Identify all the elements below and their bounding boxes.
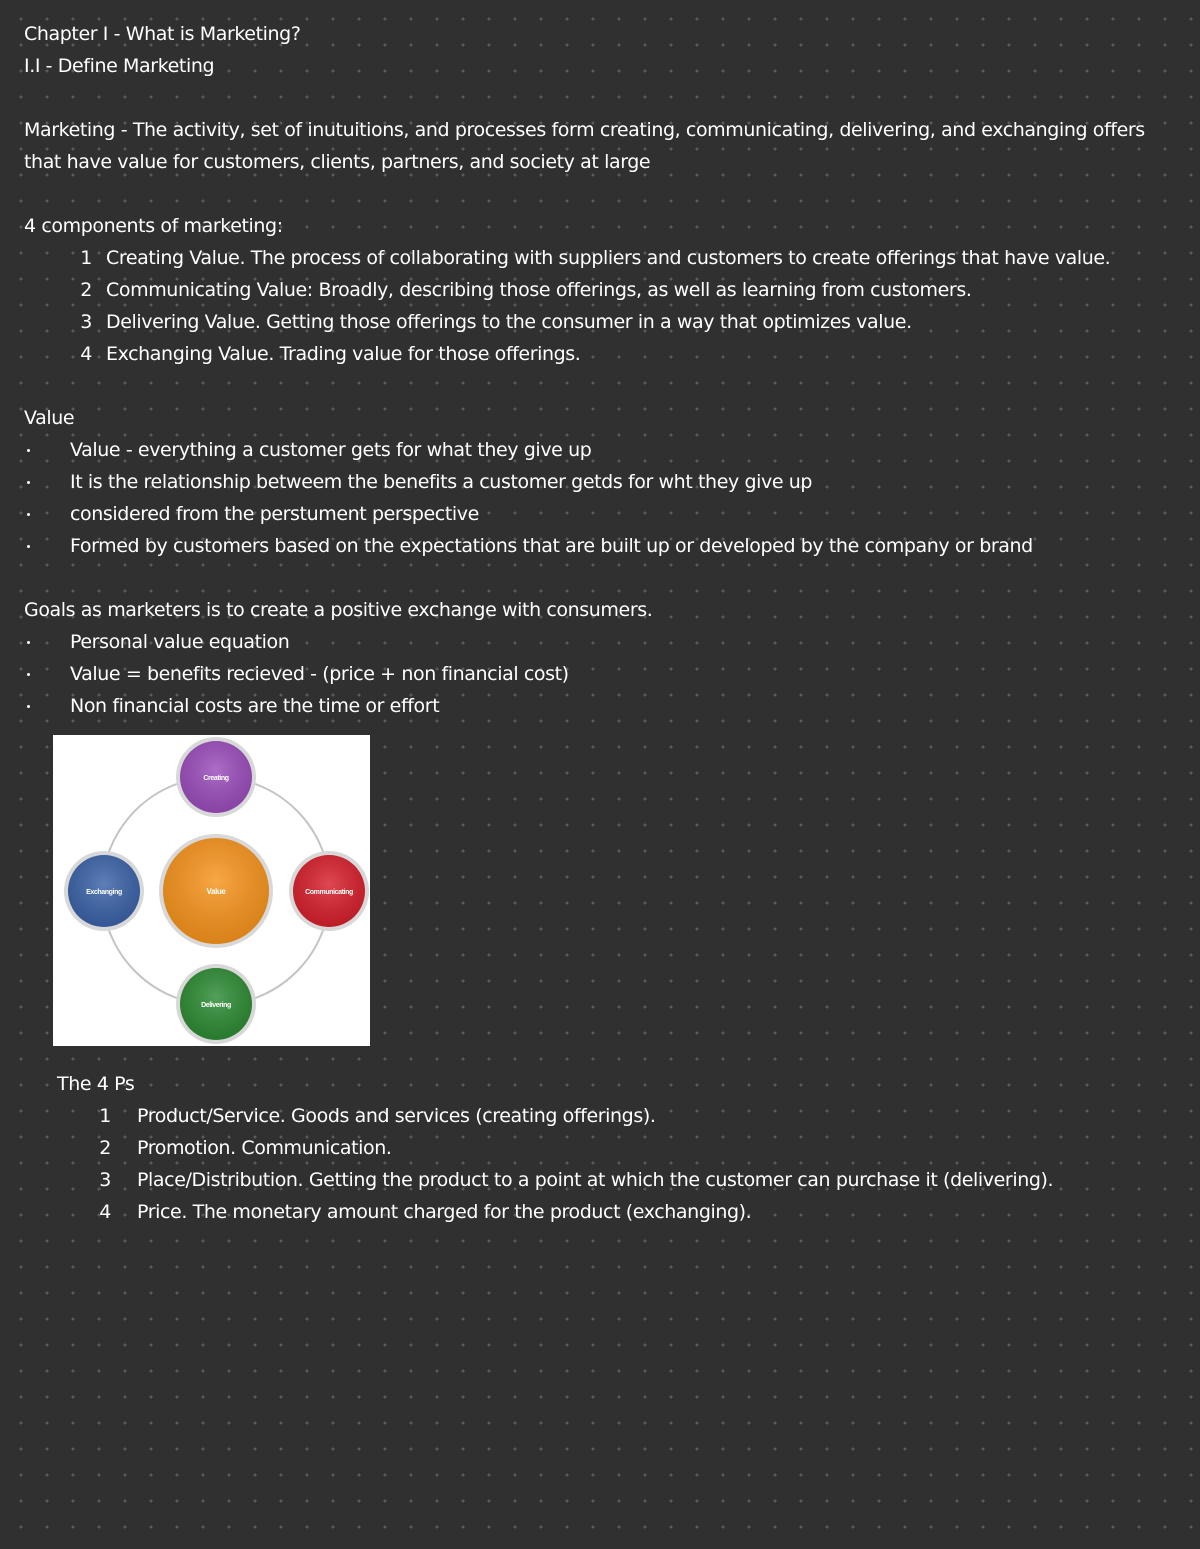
goals-list (24, 626, 1174, 722)
list-text: Communicating Value: Broadly, describing those offerings, as well as learning from customers. (106, 279, 972, 301)
list-item (24, 530, 1174, 562)
list-text: Price. The monetary amount charged for the product (exchanging). (137, 1201, 752, 1223)
list-text: Personal value equation (70, 631, 290, 653)
chapter-title: Chapter I - What is Marketing? (24, 23, 301, 45)
list-number: 1 (80, 247, 92, 269)
blank-line (24, 82, 1174, 114)
center-node (159, 834, 273, 948)
list-text: Product/Service. Goods and services (creating offerings). (137, 1105, 656, 1127)
list-item (24, 434, 1174, 466)
list-text: Creating Value. The process of collaborating with suppliers and customers to create offerings that have value. (106, 247, 1111, 269)
right-node (289, 851, 369, 931)
list-item (24, 242, 1174, 274)
diagram-svg (53, 735, 370, 1046)
left-node-label: Exchanging (86, 889, 122, 896)
four-ps-heading: The 4 Ps (57, 1073, 135, 1095)
bullet-icon (24, 690, 70, 722)
value-heading: Value (24, 407, 75, 429)
list-number: 2 (80, 279, 92, 301)
bottom-node (176, 964, 256, 1044)
list-item (57, 1164, 1053, 1196)
blank-line (24, 562, 1174, 594)
list-number: 4 (99, 1201, 111, 1223)
list-number: 4 (80, 343, 92, 365)
bullet-icon (24, 498, 70, 530)
list-text: Delivering Value. Getting those offerings to the consumer in a way that optimizes value. (106, 311, 912, 333)
bullet-icon (24, 658, 70, 690)
value-cycle-diagram (53, 735, 370, 1046)
four-ps-list (57, 1100, 1053, 1228)
list-item (24, 690, 1174, 722)
list-text: considered from the perstument perspective (70, 503, 479, 525)
bullet-icon (24, 530, 70, 562)
blank-line (24, 178, 1174, 210)
bottom-node-label: Delivering (201, 1002, 231, 1009)
list-text: Place/Distribution. Getting the product to a point at which the customer can purchase it (delivering). (137, 1169, 1054, 1191)
components-heading: 4 components of marketing: (24, 215, 283, 237)
blank-line (24, 370, 1174, 402)
top-node-label: Creating (203, 775, 229, 782)
top-node (176, 737, 256, 817)
goals-heading: Goals as marketers is to create a positive exchange with consumers. (24, 599, 653, 621)
left-node (64, 851, 144, 931)
list-number: 3 (80, 311, 92, 333)
center-node-label: Value (206, 887, 226, 896)
list-number: 3 (99, 1169, 111, 1191)
bullet-icon (24, 626, 70, 658)
list-item (24, 498, 1174, 530)
list-text: Value - everything a customer gets for what they give up (70, 439, 592, 461)
list-item (24, 338, 1174, 370)
list-item (57, 1132, 1053, 1164)
list-item (24, 274, 1174, 306)
list-item (24, 626, 1174, 658)
value-list (24, 434, 1174, 562)
list-text: Promotion. Communication. (137, 1137, 392, 1159)
list-item (24, 306, 1174, 338)
list-text: Value = benefits recieved - (price + non financial cost) (70, 663, 569, 685)
list-text: It is the relationship betweem the benefits a customer getds for wht they give up (70, 471, 813, 493)
list-number: 1 (99, 1105, 111, 1127)
list-item (24, 466, 1174, 498)
right-node-label: Communicating (305, 889, 353, 896)
list-text: Non financial costs are the time or effort (70, 695, 440, 717)
list-text: Formed by customers based on the expectations that are built up or developed by the company or brand (70, 535, 1033, 557)
bullet-icon (24, 466, 70, 498)
section-title: I.I - Define Marketing (24, 55, 215, 77)
list-number: 2 (99, 1137, 111, 1159)
four-ps-section (57, 1068, 1053, 1228)
list-text: Exchanging Value. Trading value for those offerings. (106, 343, 581, 365)
list-item (24, 658, 1174, 690)
bullet-icon (24, 434, 70, 466)
components-list (24, 242, 1174, 370)
list-item (57, 1100, 1053, 1132)
marketing-definition: Marketing - The activity, set of inutuitions, and processes form creating, communicating, delivering, and exchanging offers that have value for customers, clients, partners, and society at large (24, 119, 1145, 173)
notes-page (24, 18, 1174, 722)
list-item (57, 1196, 1053, 1228)
